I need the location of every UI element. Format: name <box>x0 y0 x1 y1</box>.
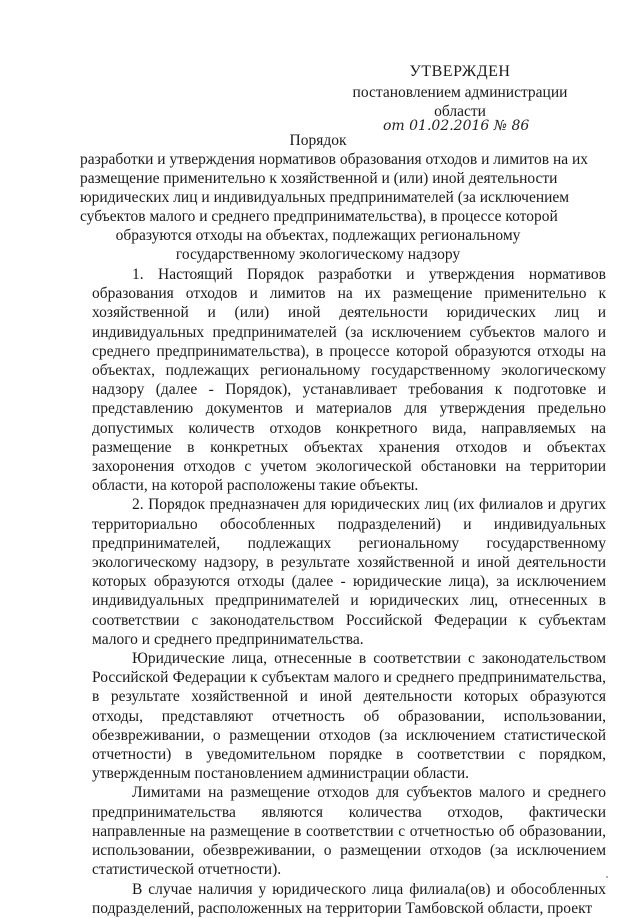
paragraph-line: предпринимателей, подлежащих региональному государственному <box>92 534 606 552</box>
paragraph-line: объектах, подлежащих региональному государственному экологическому <box>92 362 606 380</box>
title-line: Порядок <box>289 132 347 149</box>
title-line: размещение применительно к хозяйственной и (или) иной деятельности <box>80 170 558 187</box>
scan-speck <box>606 876 608 878</box>
title-line: государственному экологическому надзору <box>175 246 461 263</box>
paragraph-line: области, на которой расположены такие объекты. <box>92 477 419 495</box>
paragraph-line: захоронения отходов с учетом экологической обстановки на территории <box>92 458 606 476</box>
paragraph-line: статистической отчетности). <box>92 861 282 879</box>
paragraph-line: представлению документов и материалов для утверждения предельно <box>92 400 606 418</box>
paragraph-line: в результате хозяйственной и иной деятельности которых образуются <box>92 688 606 706</box>
paragraph-line: экологическому надзору, в результате хозяйственной и иной деятельности <box>92 554 606 572</box>
approval-signature: от 01.02.2016 № 86 <box>383 118 530 134</box>
paragraph-line: отчетности) в уведомительном порядке в соответствии с порядком, <box>92 746 606 764</box>
approval-line: постановлением администрации области <box>352 84 568 120</box>
paragraph-line: размещение в конкретных объектах хранения отходов и объектах <box>92 438 606 456</box>
paragraph-line: обезвреживании, о размещении отходов (за исключением статистической <box>92 726 606 744</box>
paragraph-line: соответствии с законодательством Российской Федерации к субъектам <box>92 611 606 629</box>
title-line: разработки и утверждения нормативов образования отходов и лимитов на их <box>80 151 589 168</box>
paragraph-line: допустимых количеств отходов конкретного вида, направляемых на <box>92 419 606 437</box>
paragraph-line: образования отходов и лимитов на их размещение применительно к <box>92 285 606 303</box>
paragraph-line: предпринимательства являются количества отходов, фактически <box>92 803 606 821</box>
paragraph-line: Российской Федерации к субъектам малого и среднего предпринимательства, <box>92 669 606 687</box>
document-title <box>80 131 589 264</box>
document-body <box>92 265 606 918</box>
paragraph-line: утвержденным постановлением администрации области. <box>92 765 470 783</box>
paragraph <box>92 649 606 783</box>
paragraph-line: 1. Настоящий Порядок разработки и утверждения нормативов <box>132 266 606 283</box>
paragraph-line: индивидуальных предпринимателей (за исключением субъектов малого и <box>92 323 606 341</box>
paragraph-line: 2. Порядок предназначен для юридических лиц (их филиалов и других <box>132 496 606 514</box>
paragraph-line: которых образуются отходы (далее - юридические лица), за исключением <box>92 573 606 591</box>
paragraph <box>92 880 606 918</box>
paragraph <box>92 495 606 649</box>
approval-block <box>325 62 595 136</box>
paragraph-line: В случае наличия у юридического лица филиала(ов) и обособленных <box>132 880 606 898</box>
approval-header: УТВЕРЖДЕН <box>409 63 511 80</box>
paragraph-line: индивидуальных предпринимателей и юридических лиц, отнесенных в <box>92 592 606 610</box>
paragraph <box>92 783 606 879</box>
paragraph-line: подразделений, расположенных на территории Тамбовской области, проект <box>92 899 593 917</box>
title-line: образуются отходы на объектах, подлежащих региональному <box>115 227 521 244</box>
paragraph <box>92 265 606 495</box>
paragraph-line: территориально обособленных подразделений) и индивидуальных <box>92 515 606 533</box>
paragraph-line: Лимитами на размещение отходов для субъектов малого и среднего <box>132 784 606 802</box>
paragraph-line: направленные на размещение в соответствии с отчетностью об образовании, <box>92 822 606 840</box>
paragraph-line: малого и среднего предпринимательства. <box>92 630 364 648</box>
paragraph-line: отходы, представляют отчетность об образовании, использовании, <box>92 707 606 725</box>
paragraph-line: Юридические лица, отнесенные в соответствии с законодательством <box>132 650 606 668</box>
title-line: юридических лиц и индивидуальных предпринимателей (за исключением <box>80 189 570 206</box>
paragraph-line: хозяйственной и (или) иной деятельности юридических лиц и <box>92 304 606 322</box>
title-line: субъектов малого и среднего предпринимательства), в процессе которой <box>80 208 558 225</box>
paragraph-line: использовании, обезвреживании, о размещении отходов (за исключением <box>92 842 606 860</box>
paragraph-line: надзору (далее - Порядок), устанавливает требования к подготовке и <box>92 381 606 399</box>
paragraph-line: среднего предпринимательства), в процессе которой образуются отходы на <box>92 342 606 360</box>
